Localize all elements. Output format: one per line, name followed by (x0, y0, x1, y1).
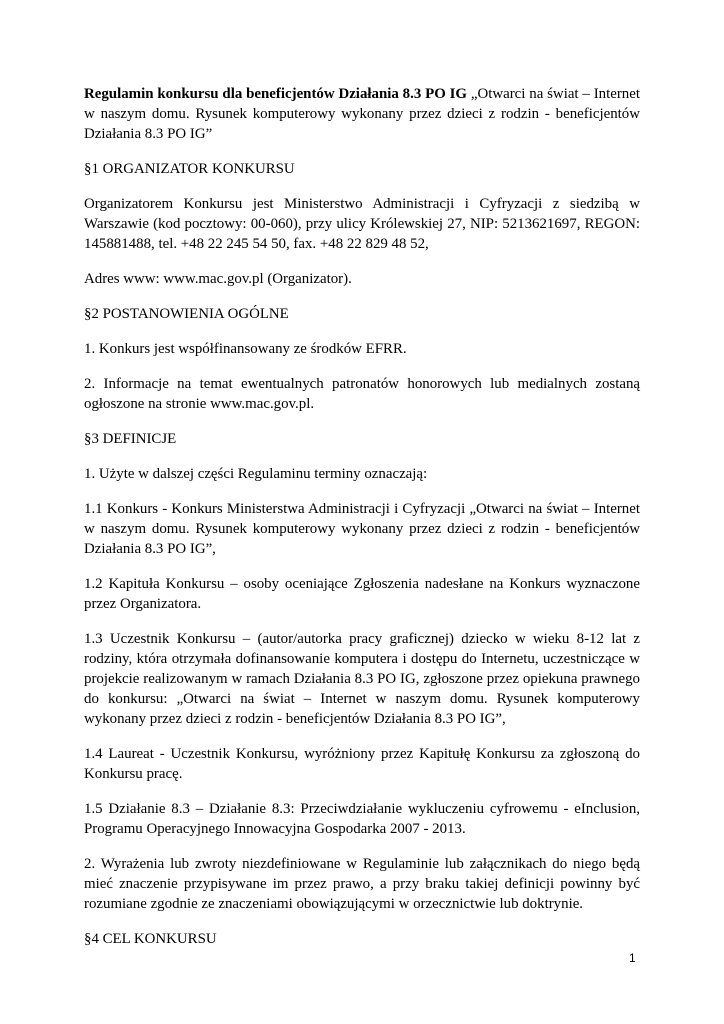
title-bold-part: Regulamin konkursu dla beneficjentów Działania 8.3 PO IG (84, 86, 468, 102)
document-title (84, 84, 640, 144)
section-2-paragraph-1: 1. Konkurs jest współfinansowany ze środków EFRR. (84, 341, 407, 357)
definition-kapitula: 1.2 Kapituła Konkursu – osoby oceniające Zgłoszenia nadesłane na Konkurs wyznaczone przez Organizatora. (84, 576, 640, 612)
definition-dzialanie: 1.5 Działanie 8.3 – Działanie 8.3: Przeciwdziałanie wykluczeniu cyfrowemu - eInclusion, Programu Operacyjnego Innowacyjna Gospodarka 2007 - 2013. (84, 801, 640, 837)
section-3-paragraph-1: 1. Użyte w dalszej części Regulaminu terminy oznaczają: (84, 466, 428, 482)
definition-laureat: 1.4 Laureat - Uczestnik Konkursu, wyróżniony przez Kapitułę Konkursu za zgłoszoną do Konkursu pracę. (84, 746, 640, 782)
page-number: 1 (629, 951, 636, 965)
section-1-heading: §1 ORGANIZATOR KONKURSU (84, 161, 295, 177)
section-1-paragraph-2: Adres www: www.mac.gov.pl (Organizator). (84, 271, 352, 287)
section-2-heading: §2 POSTANOWIENIA OGÓLNE (84, 306, 289, 322)
section-4-heading: §4 CEL KONKURSU (84, 931, 217, 947)
section-3-heading: §3 DEFINICJE (84, 431, 177, 447)
section-3-paragraph-2: 2. Wyrażenia lub zwroty niezdefiniowane w Regulaminie lub załącznikach do niego będą mieć znaczenie przypisywane im przez prawo, a przy braku takiej definicji powinny być rozumiane zgodnie ze znaczeniami obowiązującymi w orzecznictwie lub doktrynie. (84, 856, 640, 912)
section-1-paragraph-1: Organizatorem Konkursu jest Ministerstwo Administracji i Cyfryzacji z siedzibą w Warszawie (kod pocztowy: 00-060), przy ulicy Królewskiej 27, NIP: 5213621697, REGON: 145881488, tel. +48 22 245 54 50, fax. +48 22 829 48 52, (84, 196, 640, 252)
section-2-paragraph-2: 2. Informacje na temat ewentualnych patronatów honorowych lub medialnych zostaną ogłoszone na stronie www.mac.gov.pl. (84, 376, 640, 412)
definition-konkurs: 1.1 Konkurs - Konkurs Ministerstwa Administracji i Cyfryzacji „Otwarci na świat – Internet w naszym domu. Rysunek komputerowy wykonany przez dzieci z rodzin - beneficjentów Działania 8.3 PO IG”, (84, 501, 640, 557)
title-rest: „Otwarci na świat – Internet w naszym domu. Rysunek komputerowy wykonany przez dzieci z rodzin - beneficjentów Działania 8.3 PO IG” (84, 86, 640, 142)
definition-uczestnik: 1.3 Uczestnik Konkursu – (autor/autorka pracy graficznej) dziecko w wieku 8-12 lat z rodziny, która otrzymała dofinansowanie komputera i dostępu do Internetu, uczestniczące w projekcie realizowanym w ramach Działania 8.3 PO IG, zgłoszone przez opiekuna prawnego do konkursu: „Otwarci na świat – Internet w naszym domu. Rysunek komputerowy wykonany przez dzieci z rodzin - beneficjentów Działania 8.3 PO IG”, (84, 631, 640, 727)
document-page (84, 84, 640, 964)
